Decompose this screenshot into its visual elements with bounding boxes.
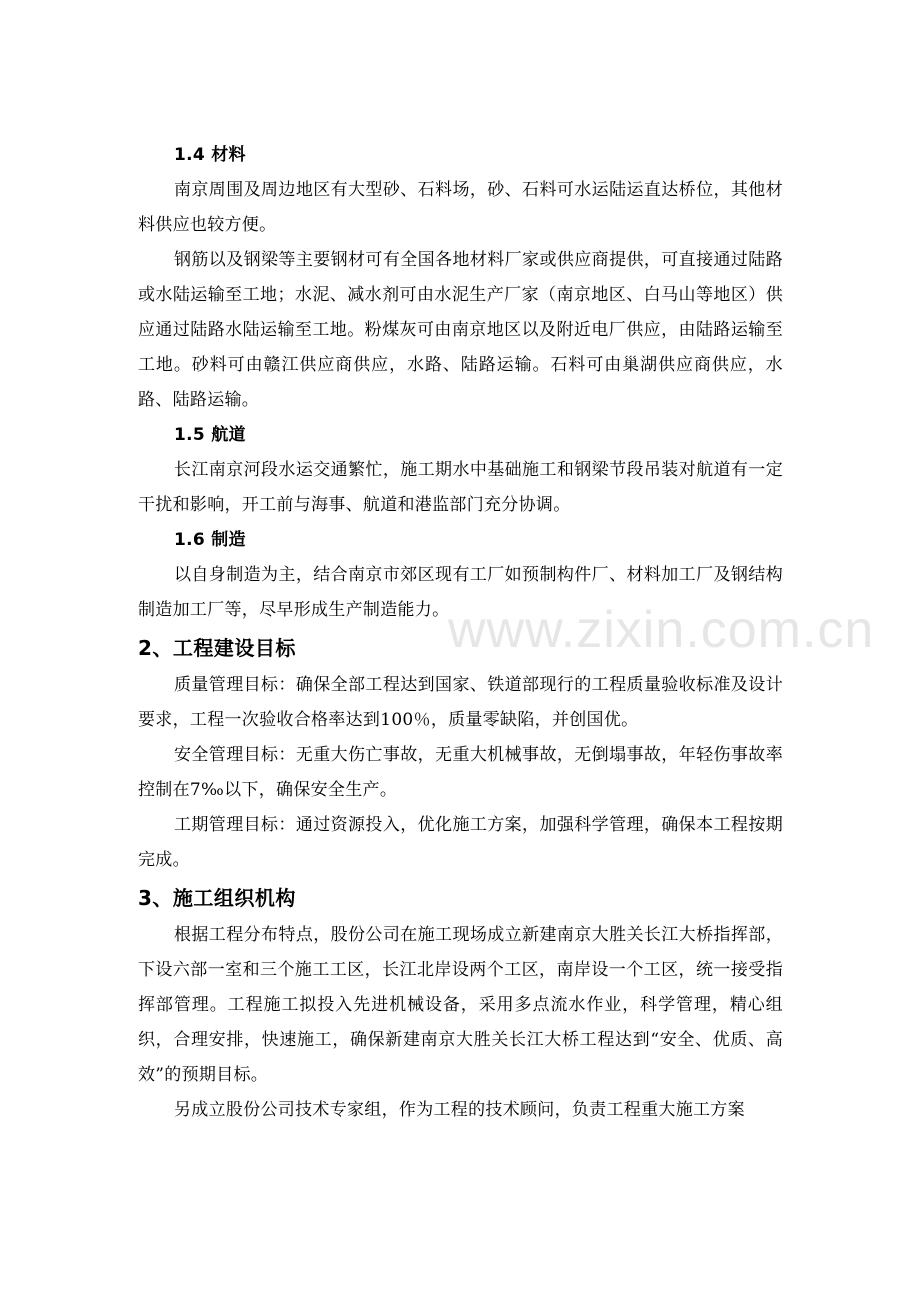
- document-body: [138, 138, 783, 1128]
- paragraph: 根据工程分布特点，股份公司在施工现场成立新建南京大胜关长江大桥指挥部，下设六部一室和三个施工工区，长江北岸设两个工区，南岸设一个工区，统一接受指挥部管理。工程施工拟投入先进机械设备，采用多点流水作业，科学管理，精心组织，合理安排，快速施工，确保新建南京大胜关长江大桥工程达到“安全、优质、高效”的预期目标。: [138, 925, 783, 1085]
- paragraph: 长江南京河段水运交通繁忙，施工期水中基础施工和钢梁节段吊装对航道有一定干扰和影响，开工前与海事、航道和港监部门充分协调。: [138, 460, 783, 515]
- paragraph: 南京周围及周边地区有大型砂、石料场，砂、石料可水运陆运直达桥位，其他材料供应也较方便。: [138, 180, 783, 235]
- paragraph: 钢筋以及钢梁等主要钢材可有全国各地材料厂家或供应商提供，可直接通过陆路或水陆运输至工地；水泥、减水剂可由水泥生产厂家（南京地区、白马山等地区）供应通过陆路水陆运输至工地。粉煤灰可由南京地区以及附近电厂供应，由陆路运输至工地。砂料可由赣江供应商供应，水路、陆路运输。石料可由巢湖供应商供应，水路、陆路运输。: [138, 250, 783, 410]
- paragraph: 另成立股份公司技术专家组，作为工程的技术顾问，负责工程重大施工方案: [174, 1100, 745, 1120]
- paragraph: 质量管理目标：确保全部工程达到国家、铁道部现行的工程质量验收标准及设计要求，工程一次验收合格率达到100％，质量零缺陷，并创国优。: [138, 675, 783, 730]
- section-heading-1-6: 1.6 制造: [174, 530, 246, 550]
- section-heading-2: 2、工程建设目标: [138, 636, 296, 660]
- paragraph: 以自身制造为主，结合南京市郊区现有工厂如预制构件厂、材料加工厂及钢结构制造加工厂等，尽早形成生产制造能力。: [138, 565, 783, 620]
- section-heading-1-5: 1.5 航道: [174, 425, 246, 445]
- section-heading-1-4: 1.4 材料: [174, 145, 246, 165]
- paragraph: 工期管理目标：通过资源投入，优化施工方案，加强科学管理，确保本工程按期完成。: [138, 815, 783, 870]
- paragraph: 安全管理目标：无重大伤亡事故，无重大机械事故，无倒塌事故，年轻伤事故率控制在7‰以下，确保安全生产。: [138, 745, 783, 800]
- watermark: www.zixin.com.cn: [448, 601, 875, 659]
- section-heading-3: 3、施工组织机构: [138, 886, 296, 910]
